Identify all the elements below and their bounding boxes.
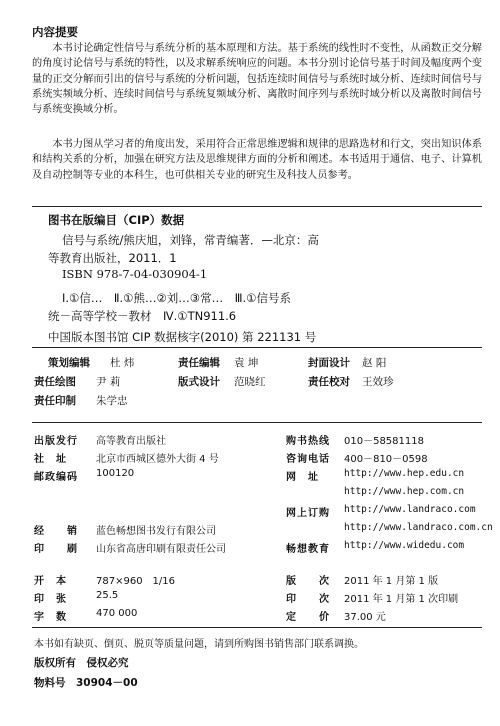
item-number: 物料号 30904－00 [34,677,138,689]
printing-supervisor-label: 责任印制 [34,395,76,407]
online-order-label: 网上订购 [286,508,330,519]
cover-designer: 赵 阳 [362,357,387,369]
responsible-editor-label: 责任编辑 [178,357,220,369]
changxiang-link[interactable]: http://www.widedu.com [344,540,465,551]
divider-specs [32,627,482,628]
hotline-label: 购书热线 [286,436,330,447]
hotline: 010－58581118 [344,436,424,447]
planning-editor-label: 策划编辑 [48,357,90,369]
printer: 山东省高唐印刷有限责任公司 [96,544,226,555]
distributor-label: 经 销 [34,526,78,537]
cip-classification-2: 统－高等学校－教材 Ⅳ.①TN911.6 [48,309,237,323]
divider-editors [32,422,482,423]
planning-editor: 杜 炜 [110,357,135,369]
cover-design-label: 封面设计 [308,357,350,369]
cip-line-1: 信号与系统/熊庆旭，刘锋，常青编著．—北京：高 [62,233,319,247]
publisher: 高等教育出版社 [96,436,166,447]
rights-notice: 版权所有 侵权必究 [34,657,129,669]
proofreader: 王效珍 [362,376,394,388]
sheets: 25.5 [96,590,119,601]
changxiang-label: 畅想教育 [286,544,330,555]
format-label: 开 本 [34,576,67,587]
words: 470 000 [96,608,138,619]
drawing-editor: 尹 莉 [96,376,121,388]
consult-phone: 400－810－0598 [344,454,428,465]
postcode: 100120 [96,468,135,479]
address: 北京市西城区德外大街 4 号 [96,454,219,465]
cip-line-2: 等教育出版社，2011．1 [48,251,177,265]
price-label: 定 价 [286,612,330,623]
cip-isbn: ISBN 978-7-04-030904-1 [62,267,208,281]
proof-label: 责任校对 [308,376,350,388]
postcode-label: 邮政编码 [34,472,78,483]
printer-label: 印 刷 [34,544,78,555]
cip-classification-1: Ⅰ.①信… Ⅱ.①熊…②刘…③常… Ⅲ.①信号系 [62,291,291,305]
address-label: 社 址 [34,454,67,465]
website-label: 网 址 [286,472,319,483]
edition: 2011 年 1 月第 1 版 [344,576,439,587]
divider-cip [32,347,482,348]
website-link-2[interactable]: http://www.hep.com.cn [344,486,465,497]
printing-supervisor: 朱学忠 [96,395,128,407]
sheets-label: 印 张 [34,594,67,605]
consult-label: 咨询电话 [286,454,330,465]
summary-paragraph-1: 本书讨论确定性信号与系统分析的基本原理和方法。基于系统的线性时不变性，从函数正交分解的角度讨论信号与系统的特性，以及求解系统响应的问题。本书分别讨论信号基于时间及幅度两个变量的正交分解而引出的信号与系统的分析问题，包括连续时间信号与系统时域分析、连续时间信号与系统实频域分析、连续时间信号与系统复频域分析、离散时间序列与系统时域分析以及离散时间信号与系统变换域分析。 [32,43,482,116]
impression-label: 印 次 [286,594,330,605]
format: 787×960 1/16 [96,576,176,587]
summary-paragraph-2: 本书力图从学习者的角度出发，采用符合正常思维逻辑和规律的思路选材和行文，突出知识体系和结构关系的分析，加强在研究方法及思维规律方面的分析和阐述。本书适用于通信、电子、计算机及自动控制等专业的本科生，也可供相关专业的研究生及科技人员参考。 [32,139,482,181]
format-designer: 范晓红 [234,376,266,388]
edition-label: 版 次 [286,576,330,587]
quality-notice: 本书如有缺页、倒页、脱页等质量问题，请到所购图书销售部门联系调换。 [34,639,364,650]
price: 37.00 元 [344,612,386,623]
distributor: 蓝色畅想图书发行有限公司 [96,526,216,537]
cip-heading: 图书在版编目（CIP）数据 [48,213,185,227]
responsible-editor: 袁 坤 [234,357,259,369]
website-link-1[interactable]: http://www.hep.edu.cn [344,468,465,479]
summary-heading: 内容提要 [32,25,78,39]
impression: 2011 年 1 月第 1 次印刷 [344,594,459,605]
cip-library-number: 中国版本图书馆 CIP 数据核字(2010) 第 221131 号 [48,330,317,344]
format-design-label: 版式设计 [178,376,220,388]
drawing-label: 责任绘图 [34,376,76,388]
publisher-label: 出版发行 [34,436,78,447]
online-order-link-2[interactable]: http://www.landraco.com.cn [344,522,493,533]
divider-summary [32,206,482,207]
online-order-link-1[interactable]: http://www.landraco.com [344,504,476,515]
words-label: 字 数 [34,612,67,623]
